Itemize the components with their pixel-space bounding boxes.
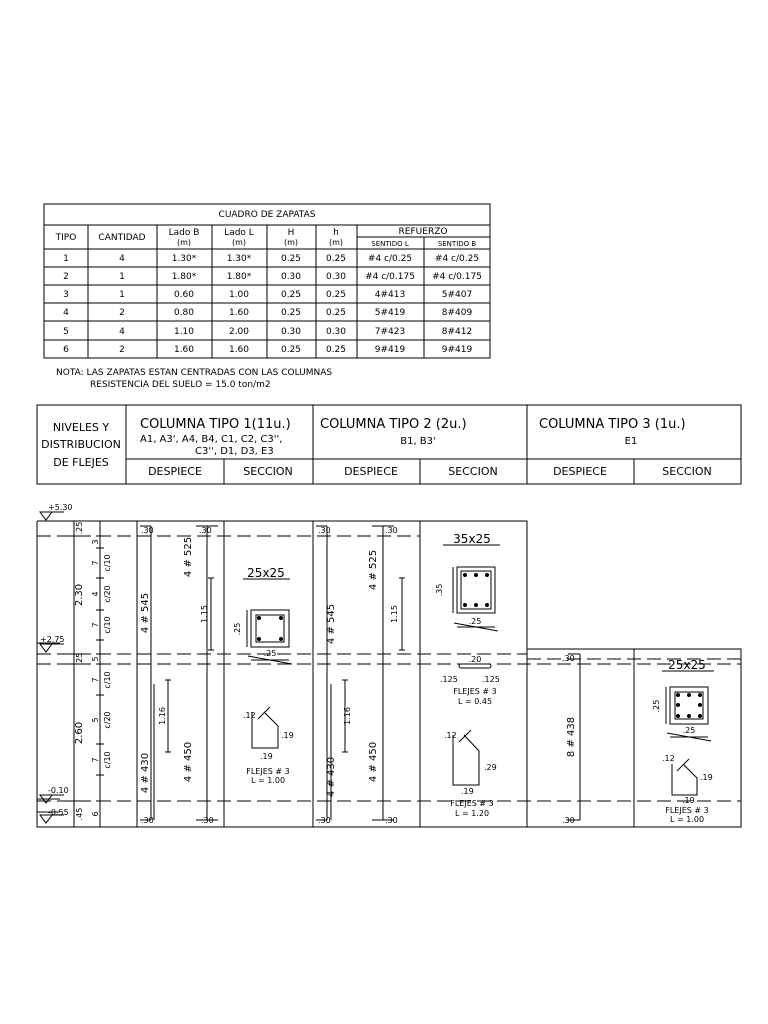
level-055: -0.55	[48, 808, 69, 817]
zapatas-cell: 4	[63, 308, 69, 318]
tipo2-ids: B1, B3'	[400, 436, 436, 447]
niveles-label-2: DISTRIBUCION	[41, 438, 121, 451]
level-markers	[40, 512, 64, 823]
zapatas-cell: 8#412	[441, 327, 473, 337]
flejes-c10a: c/10	[103, 554, 112, 572]
dim-260: 2.60	[74, 721, 85, 745]
t3-lap-bot: .30	[562, 816, 575, 825]
t2-dim-115: 1.15	[390, 605, 399, 623]
zapatas-cell: 0.25	[280, 308, 302, 318]
t1-bar-545: 4 # 545	[140, 592, 151, 634]
t2-hook-12: .12	[444, 731, 457, 740]
zapatas-cell: 4	[119, 254, 125, 264]
t2-lap-bot2: .30	[385, 816, 398, 825]
t3-section-w: .25	[682, 726, 696, 735]
zapatas-cell: 3	[63, 290, 69, 300]
niveles-label-3: DE FLEJES	[53, 456, 109, 469]
tipo3-title: COLUMNA TIPO 3 (1u.)	[539, 417, 686, 432]
tipo1-seccion-label: SECCION	[243, 465, 293, 478]
t2-bar-430: 4 # 430	[326, 756, 337, 798]
t2-section-title: 35x25	[453, 532, 491, 546]
flejes-c20b: c/20	[103, 711, 112, 729]
tipo1-despiece-bars	[140, 526, 218, 820]
t2-section-w: .25	[468, 617, 482, 626]
zapatas-cell: 1.60	[228, 345, 250, 355]
header-refuerzo: REFUERZO	[398, 227, 448, 237]
zapatas-cell: 0.25	[325, 345, 347, 355]
zapatas-cell: 0.30	[325, 272, 347, 282]
t2-lap-bot: .30	[318, 816, 331, 825]
level-530: +5.30	[48, 503, 73, 512]
flejes-7c: 7	[91, 677, 100, 683]
tipo1-despiece-label: DESPIECE	[148, 465, 202, 478]
t1-bar-450: 4 # 450	[183, 741, 194, 783]
flejes-7b: 7	[91, 622, 100, 628]
tipo3-ids: E1	[624, 436, 638, 447]
t3-section-h: .25	[652, 699, 661, 713]
tipo3-despiece-label: DESPIECE	[553, 465, 607, 478]
niveles-dimension-chain	[70, 521, 104, 827]
tipo1-section-bars	[257, 616, 283, 641]
t1-lap-top: .30	[141, 526, 154, 535]
flejes-7a: 7	[91, 560, 100, 566]
zapatas-cell: 0.60	[173, 290, 195, 300]
zapatas-cell: 0.30	[280, 272, 302, 282]
tipo3-seccion-label: SECCION	[662, 465, 712, 478]
zapatas-cell: 0.30	[325, 327, 347, 337]
header-tipo: TIPO	[55, 233, 77, 243]
zapatas-cell: 1.80*	[171, 272, 197, 282]
zapatas-cell: 9#419	[441, 345, 473, 355]
header-cantidad: CANTIDAD	[98, 233, 146, 243]
zapatas-cell: 4#413	[374, 290, 406, 300]
zapatas-cell: #4 c/0.25	[367, 254, 413, 264]
zapatas-cell: 1	[119, 272, 125, 282]
zapatas-cell: 0.80	[173, 308, 195, 318]
flejes-c10c: c/10	[103, 671, 112, 689]
zapatas-cell: 9#419	[374, 345, 406, 355]
header-lado-b-unit: (m)	[176, 238, 192, 247]
flejes-c10d: c/10	[103, 751, 112, 769]
t2-gancho-125a: .125	[440, 675, 458, 684]
zapatas-cell: 1.80*	[226, 272, 252, 282]
tipo2-section-bars	[463, 573, 489, 607]
tipo2-despiece-label: DESPIECE	[344, 465, 398, 478]
t1-section-title: 25x25	[247, 566, 285, 580]
header-lado-l: Lado L	[224, 228, 254, 238]
t2-hook-29: .29	[484, 763, 497, 772]
zapatas-cell: 0.25	[325, 254, 347, 264]
zapatas-cell: 1	[119, 290, 125, 300]
nota-1: NOTA: LAS ZAPATAS ESTAN CENTRADAS CON LAS COLUMNAS	[56, 368, 333, 378]
zapatas-cell: 0.25	[280, 254, 302, 264]
tipo1-ids-1: A1, A3', A4, B4, C1, C2, C3'',	[140, 434, 283, 445]
zapatas-cell: 0.25	[325, 290, 347, 300]
zapatas-cell: 2	[119, 345, 125, 355]
t1-section-w: .25	[263, 649, 277, 658]
tipo2-section-drawing	[443, 545, 500, 785]
t1-hook-19b: .19	[260, 752, 273, 761]
zapatas-cell: #4 c/0.175	[365, 272, 415, 282]
t3-bar-438: 8 # 438	[566, 716, 577, 758]
tipo1-title: COLUMNA TIPO 1(11u.)	[140, 417, 291, 432]
t1-bar-430: 4 # 430	[140, 752, 151, 794]
t2-section-h: .35	[435, 583, 444, 597]
t3-lap-top: .30	[562, 654, 575, 663]
zapatas-cell: 0.25	[280, 345, 302, 355]
t3-flejes-L: L = 1.00	[669, 815, 705, 824]
t2-bar-545: 4 # 545	[326, 603, 337, 645]
flejes-c10b: c/10	[103, 616, 112, 634]
t1-lap-bot2: .30	[201, 816, 214, 825]
flejes-c20a: c/20	[103, 585, 112, 603]
flejes-6: 6	[91, 811, 100, 817]
zapatas-cell: 1	[63, 254, 69, 264]
t2-flejes2-L: L = 1.20	[454, 809, 490, 818]
zapatas-cell: 6	[63, 345, 69, 355]
header-h-unit: (m)	[328, 238, 344, 247]
zapatas-cell: 1.00	[228, 290, 250, 300]
tipo3-section-bars	[676, 693, 702, 718]
header-H-unit: (m)	[283, 238, 299, 247]
t1-flejes-L: L = 1.00	[250, 776, 286, 785]
t1-section-h: .25	[233, 622, 242, 636]
zapatas-cell: 0.25	[325, 308, 347, 318]
dim-25-top: .25	[75, 521, 84, 535]
t1-dim-116: 1.16	[158, 707, 167, 725]
flejes-3: 3	[91, 539, 100, 545]
header-sentido-b: SENTIDO B	[437, 240, 477, 248]
zapatas-cell: 1.60	[173, 345, 195, 355]
zapatas-cell: 5#419	[374, 308, 406, 318]
flejes-5a: 5	[91, 656, 100, 662]
zapatas-cell: 1.10	[173, 327, 195, 337]
zapatas-cell: 8#409	[441, 308, 473, 318]
level-275: +2.75	[40, 635, 65, 644]
zapatas-cell: 4	[119, 327, 125, 337]
zapatas-cell: 5#407	[441, 290, 473, 300]
t1-lap-top2: .30	[199, 526, 212, 535]
zapatas-cell: 2	[63, 272, 69, 282]
tipo1-ids-2: C3'', D1, D3, E3	[195, 446, 274, 457]
nota-2: RESISTENCIA DEL SUELO = 15.0 ton/m2	[90, 380, 271, 390]
zapatas-cell: 2.00	[228, 327, 250, 337]
t2-lap-top: .30	[318, 526, 331, 535]
dim-45: .45	[75, 807, 84, 821]
t3-hook-12: .12	[662, 754, 675, 763]
t2-gancho-20: .20	[468, 655, 482, 664]
t3-flejes: FLEJES # 3	[665, 806, 709, 815]
t2-flejes1: FLEJES # 3	[453, 687, 497, 696]
tipo2-seccion-label: SECCION	[448, 465, 498, 478]
t2-lap-top2: .30	[385, 526, 398, 535]
tipo2-title: COLUMNA TIPO 2 (2u.)	[320, 417, 467, 432]
dim-230: 2.30	[74, 583, 85, 607]
niveles-label-1: NIVELES Y	[52, 421, 110, 434]
zapatas-cell: 0.25	[280, 290, 302, 300]
t2-bar-525: 4 # 525	[368, 549, 379, 591]
flejes-7d: 7	[91, 757, 100, 763]
zapatas-cell: 5	[63, 327, 69, 337]
zapatas-cell: 1.30*	[171, 254, 197, 264]
header-lado-b: Lado B	[168, 228, 200, 238]
t2-bar-450: 4 # 450	[368, 741, 379, 783]
t1-hook-19a: .19	[281, 731, 294, 740]
zapatas-cell: 7#423	[374, 327, 406, 337]
flejes-4: 4	[91, 591, 100, 597]
zapatas-cell: 0.30	[280, 327, 302, 337]
zapatas-cell: 1.60	[228, 308, 250, 318]
t3-hook-19b: .19	[682, 796, 695, 805]
t2-flejes2: FLEJES # 3	[450, 799, 494, 808]
flejes-5b: 5	[91, 717, 100, 723]
header-sentido-l: SENTIDO L	[371, 240, 409, 248]
zapatas-cell: #4 c/0.25	[434, 254, 480, 264]
t1-lap-bot: .30	[141, 816, 154, 825]
header-h: h	[333, 228, 339, 238]
t1-dim-115: 1.15	[200, 605, 209, 623]
zapatas-cell: 1.30*	[226, 254, 252, 264]
t1-bar-525: 4 # 525	[183, 536, 194, 578]
t2-hook-19: .19	[461, 787, 474, 796]
t2-dim-116: 1.16	[343, 707, 352, 725]
header-lado-l-unit: (m)	[231, 238, 247, 247]
t1-hook-12: .12	[243, 711, 256, 720]
header-H: H	[287, 228, 295, 238]
zapatas-cell: #4 c/0.175	[432, 272, 482, 282]
dim-25-mid: .25	[75, 652, 84, 666]
t3-section-title: 25x25	[668, 658, 706, 672]
level-010: -0.10	[48, 786, 69, 795]
zapatas-cell: 2	[119, 308, 125, 318]
t1-flejes: FLEJES # 3	[246, 767, 290, 776]
t2-gancho-125b: .125	[482, 675, 500, 684]
t2-flejes1-L: L = 0.45	[457, 697, 493, 706]
t3-hook-19a: .19	[700, 773, 713, 782]
zapatas-title: CUADRO DE ZAPATAS	[218, 210, 316, 220]
